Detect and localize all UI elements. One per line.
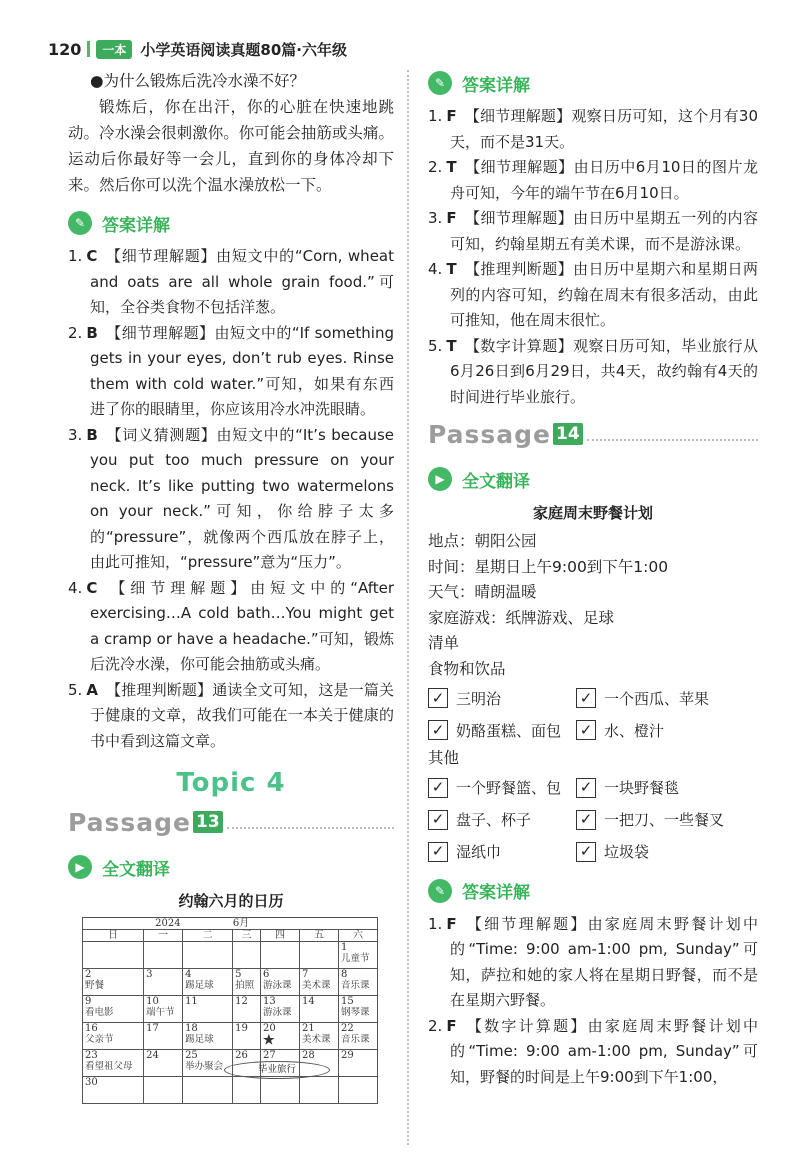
graduation-trip-oval: 毕业旅行	[224, 1061, 330, 1079]
plan-line: 天气：晴朗温暖	[428, 583, 537, 601]
answer-item	[428, 104, 758, 155]
day-number: 1	[340, 942, 348, 953]
checklist-label: 垃圾袋	[604, 843, 650, 861]
calendar-day-cell	[300, 996, 339, 1023]
answer-text: 【细节理解题】由家庭周末野餐计划中的“Time: 9:00 am-1:00 pm, Sunday”可知，萨拉和她的家人将在星期日野餐，而不是在星期六野餐。	[450, 914, 758, 1009]
checklist-item	[576, 772, 748, 804]
calendar-day-cell	[338, 1077, 377, 1104]
day-event: 野餐	[85, 980, 105, 991]
calendar-month: 6月	[183, 918, 300, 930]
answer-text: 【数字计算题】由家庭周末野餐计划中的“Time: 9:00 am-1:00 pm, Sunday”可知，野餐的时间是上午9:00到下午1:00，	[450, 1016, 758, 1086]
day-number: 27	[263, 1050, 276, 1061]
checklist-label: 一块野餐毯	[604, 779, 680, 797]
answer-text: 【细节理解题】由短文中的“After exercising…A cold bath…You might get a cramp or have a headache.”可知，锻炼后洗冷水澡，你可能会抽筋或头痛。	[90, 578, 394, 673]
answer-item	[428, 257, 758, 334]
day-event: 拍照	[235, 980, 255, 991]
checkbox-checked: ✓	[428, 688, 448, 708]
answer-text: 【细节理解题】由日历中星期五一列的内容可知，约翰星期五有美术课，而不是游泳课。	[450, 209, 758, 253]
answer-text: 【细节理解题】由日历中6月10日的图片龙舟可知，今年的端午节在6月10日。	[450, 158, 758, 202]
calendar-day-cell	[183, 942, 233, 969]
day-event: 游泳课	[263, 980, 292, 991]
calendar-day-cell	[338, 996, 377, 1023]
calendar-day-cell	[183, 1023, 233, 1050]
calendar-day-cell	[338, 942, 377, 969]
answer-key: F	[446, 914, 457, 933]
calendar-day-cell	[261, 996, 300, 1023]
right-column	[428, 68, 758, 1090]
day-event: 踢足球	[185, 1034, 214, 1045]
answer-number: 1.	[428, 914, 443, 933]
calendar-day-cell	[261, 969, 300, 996]
answer-item	[68, 423, 394, 576]
day-event: 看望祖父母	[85, 1061, 133, 1072]
day-number: 8	[340, 969, 348, 980]
calendar-day-cell	[83, 942, 144, 969]
answer-section-header	[68, 208, 394, 238]
checkbox-checked: ✓	[428, 810, 448, 830]
calendar-day-cell	[338, 1050, 377, 1077]
answer-key: F	[446, 209, 457, 227]
passage-rule	[587, 439, 758, 441]
day-number: 20	[263, 1023, 276, 1034]
answer-item	[68, 244, 394, 321]
day-number: 10	[146, 996, 159, 1007]
checklist-item	[576, 804, 748, 836]
answer-item	[428, 206, 758, 257]
checklist-item	[428, 804, 576, 836]
answer-number: 3.	[428, 209, 443, 227]
day-number: 18	[185, 1023, 198, 1034]
checklist-label: 一把刀、一些餐叉	[604, 811, 725, 829]
translation-section-header-14	[428, 464, 758, 494]
day-event: ★	[263, 1033, 275, 1048]
calendar-title: 约翰六月的日历	[178, 892, 284, 910]
answer-key: F	[446, 1016, 457, 1035]
calendar-day-cell	[83, 1077, 144, 1104]
passage-number: 13	[193, 811, 223, 833]
answer-item	[428, 155, 758, 206]
calendar-week-row	[83, 942, 378, 969]
checkbox-checked: ✓	[428, 842, 448, 862]
day-number: 13	[263, 996, 276, 1007]
calendar-day-cell	[233, 942, 261, 969]
answer-key: A	[86, 680, 98, 699]
checklist-label: 一个野餐篮、包	[456, 779, 562, 797]
weekday-cell: 日	[83, 930, 144, 942]
calendar-year: 2024	[83, 918, 183, 930]
answer-item	[68, 678, 394, 755]
calendar-day-cell	[144, 1077, 183, 1104]
answer-text: 【数字计算题】观察日历可知，毕业旅行从6月26日到6月29日，共4天，故约翰有4天的时间进行毕业旅行。	[450, 336, 758, 406]
brand-logo: 一本	[96, 40, 132, 59]
answer-number: 2.	[428, 158, 443, 176]
answer-label: 答案详解	[462, 883, 530, 903]
day-number: 11	[185, 996, 198, 1007]
day-event: 父亲节	[85, 1034, 114, 1045]
weekday-cell: 三	[233, 930, 261, 942]
plan-line: 地点：朝阳公园	[428, 532, 537, 550]
checklist-item	[428, 836, 576, 868]
answer-icon: ✎	[428, 71, 452, 95]
checkbox-checked: ✓	[576, 842, 596, 862]
day-number: 24	[146, 1050, 159, 1061]
checklist-item	[576, 682, 748, 714]
column-divider	[407, 70, 409, 1145]
answer-item	[428, 334, 758, 411]
calendar-day-cell	[144, 1023, 183, 1050]
passage-heading-14	[428, 414, 758, 454]
answer-icon: ✎	[428, 879, 452, 903]
answer-key: C	[86, 578, 98, 597]
checklist-item	[428, 714, 576, 746]
answer-item	[68, 576, 394, 678]
weekday-cell: 四	[261, 930, 300, 942]
calendar-day-cell	[144, 969, 183, 996]
day-number: 26	[235, 1050, 248, 1061]
day-number: 23	[85, 1050, 98, 1061]
day-number: 3	[146, 969, 153, 980]
day-number: 7	[302, 969, 309, 980]
checklist-item	[576, 836, 748, 868]
weekday-cell: 二	[183, 930, 233, 942]
answer-text: 【细节理解题】由短文中的“Corn, wheat and oats are all whole grain food.”可知，全谷类食物不包括洋葱。	[90, 247, 394, 316]
calendar-day-cell	[83, 1050, 144, 1077]
page-header	[48, 36, 347, 62]
calendar-day-cell	[144, 996, 183, 1023]
calendar-day-cell	[233, 1077, 261, 1104]
day-number: 22	[340, 1023, 354, 1034]
answer-section-header-13	[428, 68, 758, 98]
answer-text: 【词义猜测题】由短文中的“It’s because you put too much pressure on your neck. It’s like putting two watermelons on your neck.”可知，你给脖子太多的“pressure”，就像两个西瓜放在脖子上，由此可推知，“pressure”意为“压力”。	[90, 425, 394, 571]
day-event: 钢琴课	[340, 1007, 370, 1018]
day-number: 14	[302, 996, 315, 1007]
checklist-item	[428, 682, 576, 714]
plan-title: 家庭周末野餐计划	[532, 504, 653, 522]
answer-text: 【细节理解题】观察日历可知，这个月有30天，而不是31天。	[450, 107, 758, 151]
play-icon: ▶	[68, 855, 92, 879]
answer-list	[68, 244, 394, 754]
calendar-day-cell	[233, 996, 261, 1023]
passage-rule	[227, 827, 394, 829]
translation-label: 全文翻译	[102, 859, 170, 880]
answer-label: 答案详解	[102, 215, 170, 236]
passage-number: 14	[553, 423, 583, 445]
day-number: 21	[302, 1023, 315, 1034]
checkbox-checked: ✓	[576, 778, 596, 798]
weekday-cell: 五	[300, 930, 339, 942]
other-label: 其他	[428, 749, 460, 767]
answer-key: C	[86, 247, 98, 265]
passage-word: Passage	[428, 419, 552, 449]
answer-number: 1.	[428, 107, 443, 125]
calendar-day-cell	[261, 942, 300, 969]
day-number: 5	[235, 969, 242, 980]
calendar-table	[82, 917, 378, 1104]
calendar-day-cell	[83, 996, 144, 1023]
day-number: 28	[302, 1050, 315, 1061]
calendar-week-row	[83, 996, 378, 1023]
calendar-day-cell	[83, 1023, 144, 1050]
weekday-cell: 一	[144, 930, 183, 942]
day-number: 30	[85, 1077, 98, 1088]
answer-list-13	[428, 104, 758, 410]
checklist-label: 湿纸巾	[456, 843, 502, 861]
day-event: 游泳课	[263, 1007, 292, 1018]
answer-key: B	[86, 323, 98, 342]
book-title: 小学英语阅读真题80篇·六年级	[140, 40, 347, 59]
day-event: 儿童节	[340, 953, 370, 964]
left-column	[68, 68, 394, 1104]
question-bullet: ●为什么锻炼后洗冷水澡不好？	[90, 72, 306, 90]
answer-number: 5.	[428, 336, 443, 355]
passage-heading	[68, 802, 394, 842]
day-number: 16	[85, 1023, 98, 1034]
answer-key: T	[446, 158, 457, 176]
plan-line: 清单	[428, 634, 460, 652]
day-number: 19	[235, 1023, 248, 1034]
day-event: 音乐课	[340, 1034, 370, 1045]
answer-key: T	[446, 336, 457, 355]
answer-icon: ✎	[68, 211, 92, 235]
calendar-wrap	[68, 917, 394, 1104]
weekday-cell: 六	[338, 930, 377, 942]
calendar-day-cell	[83, 969, 144, 996]
day-event: 美术课	[302, 980, 331, 991]
day-event: 踢足球	[185, 980, 214, 991]
calendar-weekday-row	[83, 930, 378, 942]
checkbox-checked: ✓	[576, 688, 596, 708]
checkbox-checked: ✓	[428, 720, 448, 740]
plan-line: 家庭游戏：纸牌游戏、足球	[428, 608, 615, 627]
answer-number: 4.	[428, 260, 443, 278]
page-number: 120	[48, 39, 82, 59]
plan-line: 食物和饮品	[428, 659, 506, 678]
calendar-header-row	[83, 918, 378, 930]
day-number: 12	[235, 996, 248, 1007]
header-bar	[87, 41, 90, 57]
answer-text: 【推理判断题】由日历中星期六和星期日两列的内容可知，约翰在周末有很多活动，由此可推知，他在周末很忙。	[450, 260, 758, 329]
day-number: 2	[85, 969, 92, 980]
answer-label: 答案详解	[462, 75, 530, 96]
translation-label: 全文翻译	[462, 471, 530, 492]
question-text: 锻炼后，你在出汗，你的心脏在快速地跳动。冷水澡会很刺激你。你可能会抽筋或头痛。运动后你最好等一会儿，直到你的身体冷却下来。然后你可以洗个温水澡放松一下。	[68, 98, 394, 194]
checklist-label: 水、橙汁	[604, 721, 665, 740]
topic-title: Topic 4	[176, 768, 286, 798]
calendar-day-cell	[300, 969, 339, 996]
calendar-day-cell	[300, 942, 339, 969]
answer-key: T	[446, 260, 457, 278]
checklist-item	[576, 714, 748, 746]
calendar-day-cell	[300, 1023, 339, 1050]
answer-number: 1.	[68, 247, 83, 265]
answer-item	[428, 912, 758, 1014]
checklist-label: 盘子、杯子	[456, 811, 532, 829]
day-number: 9	[85, 996, 92, 1007]
day-event: 美术课	[302, 1034, 331, 1045]
calendar-week-row	[83, 969, 378, 996]
answer-number: 3.	[68, 425, 83, 444]
calendar-week-row	[83, 1023, 378, 1050]
answer-number: 4.	[68, 578, 83, 597]
calendar-day-cell	[183, 996, 233, 1023]
answer-number: 2.	[428, 1016, 443, 1035]
calendar-day-cell	[233, 969, 261, 996]
calendar-day-cell	[144, 942, 183, 969]
passage-word: Passage	[68, 807, 192, 837]
day-number: 4	[185, 969, 192, 980]
calendar-day-cell	[183, 1077, 233, 1104]
calendar-day-cell	[338, 1023, 377, 1050]
day-number: 15	[340, 996, 354, 1007]
calendar-week-row	[83, 1077, 378, 1104]
checkbox-checked: ✓	[428, 778, 448, 798]
day-event: 看电影	[85, 1007, 114, 1018]
calendar-day-cell	[144, 1050, 183, 1077]
plan-lines	[428, 529, 758, 682]
day-event: 举办聚会	[185, 1061, 224, 1072]
calendar-day-cell	[261, 1023, 300, 1050]
answer-item	[68, 321, 394, 423]
answer-key: F	[446, 107, 457, 125]
checklist-label: 三明治	[456, 689, 502, 708]
other-checklist	[428, 772, 748, 868]
plan-line: 时间：星期日上午9:00到下午1:00	[428, 557, 669, 576]
answer-item	[428, 1014, 758, 1091]
checklist-item	[428, 772, 576, 804]
answer-number: 2.	[68, 323, 83, 342]
calendar-day-cell	[338, 969, 377, 996]
answer-text: 【推理判断题】通读全文可知，这是一篇关于健康的文章，故我们可能在一本关于健康的书中看到这篇文章。	[90, 680, 394, 750]
calendar-day-cell	[233, 1023, 261, 1050]
answer-list-14	[428, 912, 758, 1091]
checkbox-checked: ✓	[576, 720, 596, 740]
checklist-label: 一个西瓜、苹果	[604, 689, 710, 708]
answer-section-header-14	[428, 876, 758, 906]
day-event: 端午节	[146, 1007, 175, 1018]
answer-key: B	[86, 425, 98, 444]
day-event: 音乐课	[340, 980, 370, 991]
day-number: 29	[340, 1050, 354, 1061]
checklist-label: 奶酪蛋糕、面包	[456, 721, 562, 740]
day-number: 25	[185, 1050, 198, 1061]
calendar-day-cell	[300, 1077, 339, 1104]
play-icon: ▶	[428, 467, 452, 491]
answer-text: 【细节理解题】由短文中的“If something gets in your eyes, don’t rub eyes. Rinse them with cold water.”可知，如果有东西进了你的眼睛里，你应该用冷水冲洗眼睛。	[90, 323, 394, 418]
translation-section-header	[68, 852, 394, 882]
calendar-day-cell	[183, 969, 233, 996]
calendar-day-cell	[261, 1077, 300, 1104]
day-number: 6	[263, 969, 270, 980]
day-number: 17	[146, 1023, 159, 1034]
food-checklist	[428, 682, 748, 746]
checkbox-checked: ✓	[576, 810, 596, 830]
answer-number: 5.	[68, 680, 83, 699]
